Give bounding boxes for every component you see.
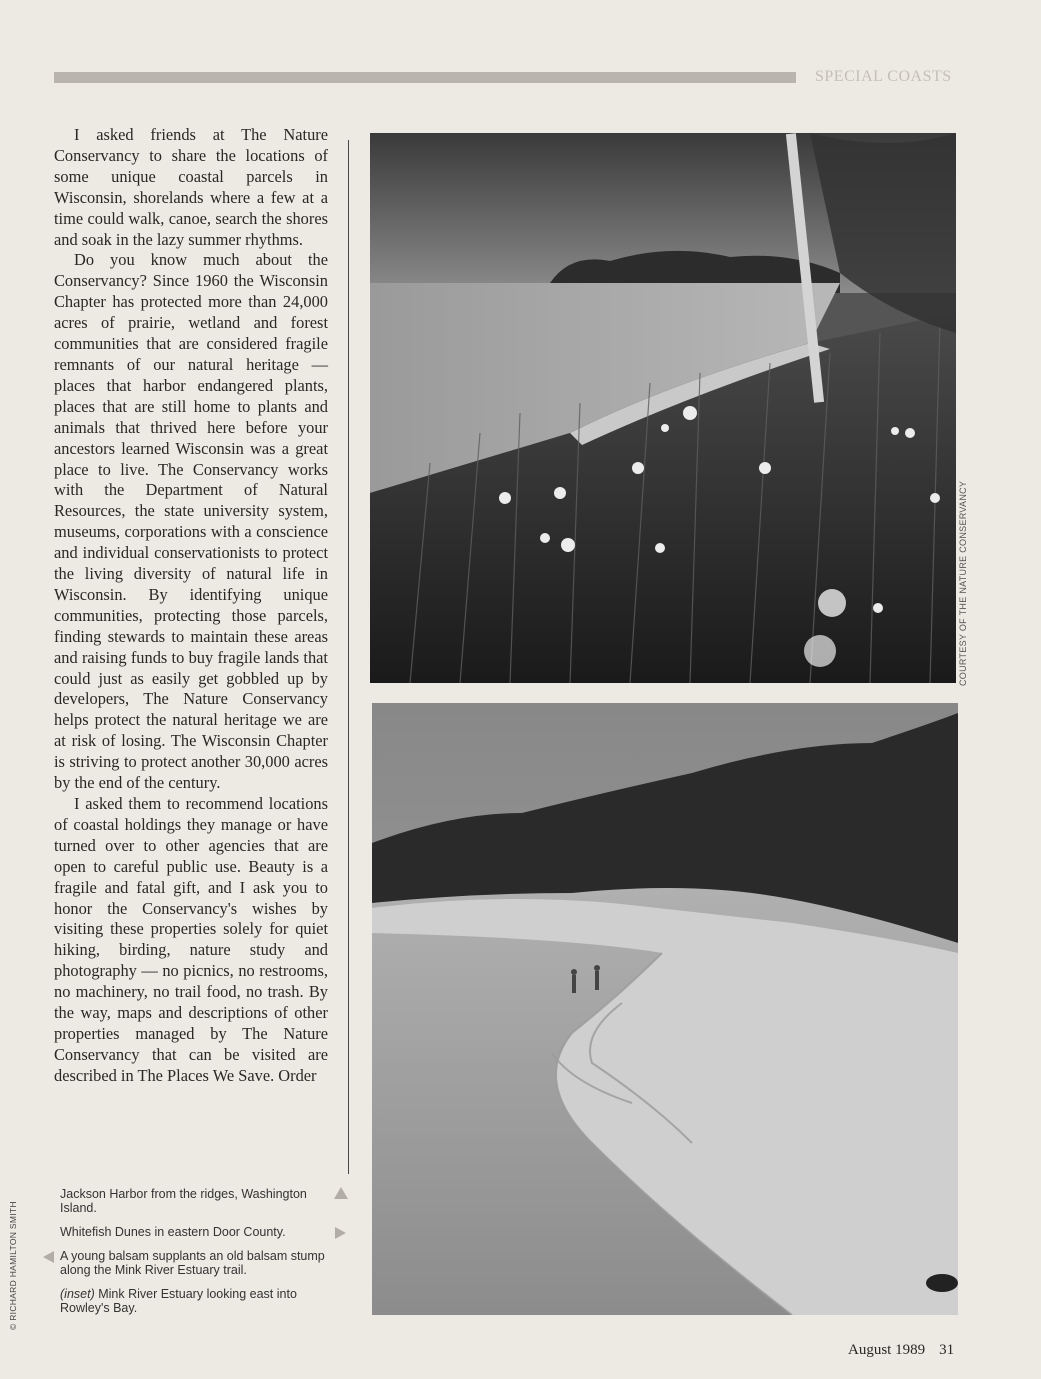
triangle-up-icon <box>334 1187 348 1199</box>
paragraph-3: I asked them to recommend locations of coastal holdings they manage or have turned over to other agencies that are open to careful public use. Beauty is a fragile and fatal gift, and I ask you to honor the Conservancy's wishes by visiting these properties solely for quiet hiking, birding, nature study and photography — no picnics, no restrooms, no machinery, no trail food, no trash. By the way, maps and descriptions of other properties managed by The Nature Conservancy that can be visited are described in The Places We Save. Order <box>54 794 328 1085</box>
column-rule <box>348 140 349 1174</box>
photo-credit-conservancy: COURTESY OF THE NATURE CONSERVANCY <box>958 480 968 686</box>
caption-text-2: Whitefish Dunes in eastern Door County. <box>60 1225 286 1239</box>
caption-inset <box>60 1287 336 1315</box>
caption-text-4: Mink River Estuary looking east into Rowley's Bay. <box>60 1287 297 1315</box>
caption-mink-river-trail <box>60 1249 336 1277</box>
paragraph-1: I asked friends at The Nature Conservancy to share the locations of some unique coastal parcels in Wisconsin, shorelands where a few at a time could walk, canoe, search the shores and soak in the lazy summer rhythms. <box>54 125 328 249</box>
photo-jackson-harbor <box>370 133 956 683</box>
photo-credit-smith: © RICHARD HAMILTON SMITH <box>8 1201 18 1330</box>
issue-date: August 1989 <box>848 1342 926 1358</box>
photo-whitefish-dunes <box>372 703 958 1315</box>
header-bar <box>54 72 796 83</box>
paragraph-2: Do you know much about the Conservancy? Since 1960 the Wisconsin Chapter has protected more than 24,000 acres of prairie, wetland and forest communities that are considered fragile remnants of our natural heritage — places that harbor endangered plants, places that are still home to plants and animals that thrived here before your ancestors learned Wisconsin was a great place to live. The Conservancy works with the Department of Natural Resources, the state university system, museums, corporations with a conscience and individual conservationists to protect the living diversity of natural life in Wisconsin. By identifying unique communities, protecting those parcels, finding stewards to maintain these areas and raising funds to buy fragile lands that could just as easily get gobbled up by developers, The Nature Conservancy helps protect the natural heritage we are at risk of losing. The Wisconsin Chapter is striving to protect another 30,000 acres by the end of the century. <box>54 250 328 793</box>
triangle-left-icon <box>43 1251 54 1263</box>
section-title: SPECIAL COASTS <box>815 68 952 85</box>
captions <box>60 1187 336 1325</box>
triangle-right-icon <box>335 1227 346 1239</box>
caption-jackson-harbor <box>60 1187 336 1215</box>
caption-text-1: Jackson Harbor from the ridges, Washington Island. <box>60 1187 307 1215</box>
caption-inset-label: (inset) <box>60 1287 95 1301</box>
article-column <box>54 125 328 1087</box>
caption-text-3: A young balsam supplants an old balsam stump along the Mink River Estuary trail. <box>60 1249 325 1277</box>
page-footer <box>848 1342 978 1359</box>
page-number: 31 <box>939 1342 955 1358</box>
caption-whitefish-dunes <box>60 1225 336 1239</box>
